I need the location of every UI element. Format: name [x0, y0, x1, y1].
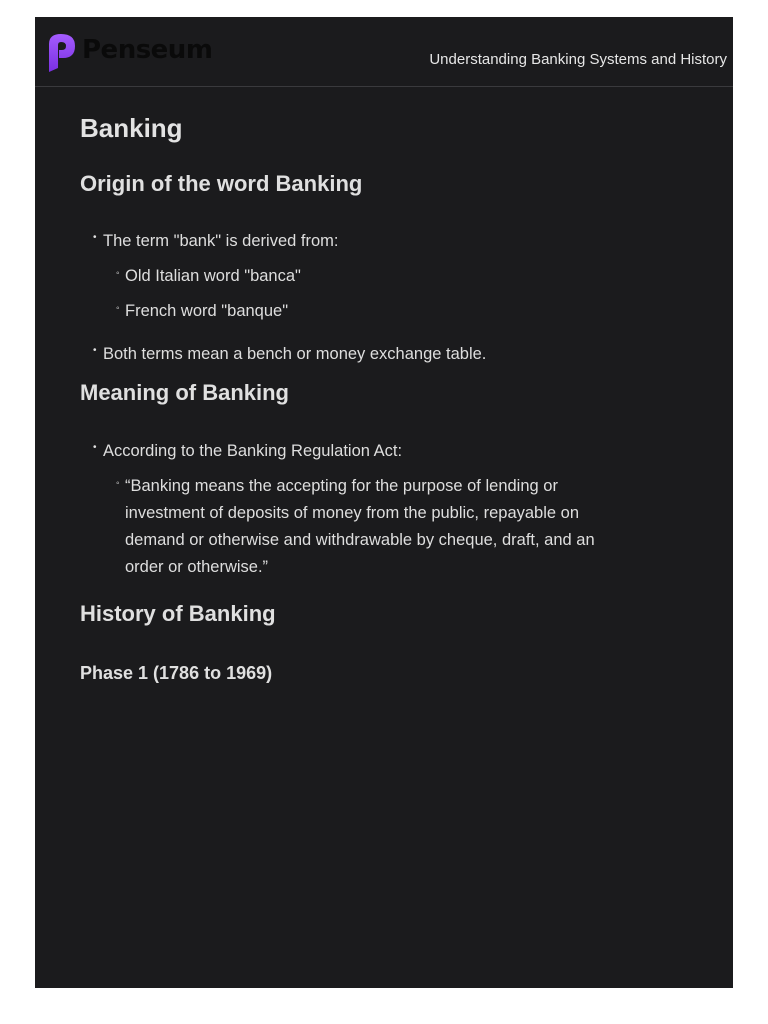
- phase-1-heading: Phase 1 (1786 to 1969): [80, 663, 273, 683]
- sub-bullet-icon: ◦: [116, 303, 120, 314]
- list-item: • According to the Banking Regulation Act:: [103, 438, 402, 465]
- brand-logo[interactable]: [47, 31, 212, 73]
- sub-bullet-icon: ◦: [116, 478, 120, 489]
- bullet-icon: •: [93, 442, 97, 453]
- list-item: ◦ Old Italian word "banca": [125, 263, 301, 290]
- document-page: [35, 17, 733, 988]
- penseum-logo-icon: [47, 32, 77, 72]
- bullet-icon: •: [93, 232, 97, 243]
- page-title: Banking: [80, 113, 183, 143]
- sub-bullet-icon: ◦: [116, 268, 120, 279]
- list-item: • The term "bank" is derived from:: [103, 228, 338, 255]
- origin-heading: Origin of the word Banking: [80, 171, 363, 196]
- list-item: • Both terms mean a bench or money exchange table.: [103, 341, 486, 368]
- document-title: Understanding Banking Systems and History: [429, 51, 727, 68]
- brand-name: Penseum: [82, 35, 213, 65]
- bullet-icon: •: [93, 345, 97, 356]
- page-header: [35, 17, 733, 87]
- history-heading: History of Banking: [80, 601, 276, 626]
- meaning-heading: Meaning of Banking: [80, 380, 289, 405]
- quote-item: ◦ “Banking means the accepting for the purpose of lending or investment of deposits of money from the public, repayable on demand or otherwise and withdrawable by cheque, draft, and an order or otherwise.”: [125, 473, 635, 581]
- list-item: ◦ French word "banque": [125, 298, 288, 325]
